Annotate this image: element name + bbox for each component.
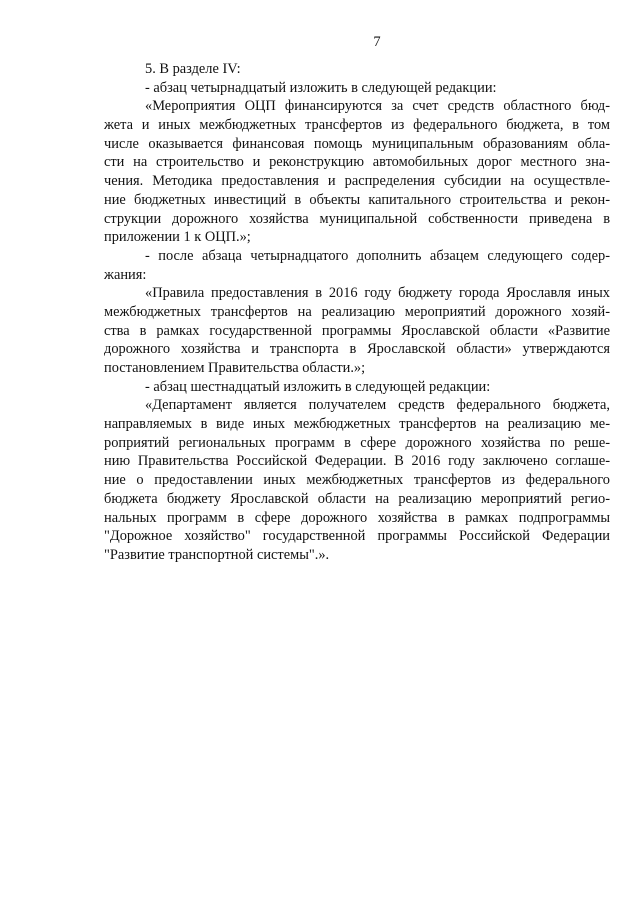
text-line: - после абзаца четырнадцатого дополнить абзацем следующего содер- [145,247,610,264]
text-line: струкции дорожного хозяйства муниципальной собственности приведена в [104,210,610,227]
text-line: 5. В разделе IV: [145,61,241,77]
text-line: ние бюджетных инвестиций в объекты капитального строительства и рекон- [104,191,610,208]
text-line: межбюджетных трансфертов на реализацию мероприятий дорожного хозяй- [104,303,610,320]
text-line: роприятий региональных программ в сфере дорожного хозяйства по реше- [104,434,610,451]
text-line: ства в рамках государственной программы Ярославской области «Развитие [104,322,610,339]
text-line: - абзац шестнадцатый изложить в следующей редакции: [145,378,491,395]
text-line: «Правила предоставления в 2016 году бюджету города Ярославля иных [145,285,610,302]
text-line: «Мероприятия ОЦП финансируются за счет средств областного бюд- [145,98,610,115]
text-line: "Развитие транспортной системы".». [104,546,330,563]
text-line: - абзац четырнадцатый изложить в следующей редакции: [145,79,497,96]
text-line: приложении 1 к ОЦП.»; [104,229,251,246]
text-line: нию Правительства Российской Федерации. В 2016 году заключено соглаше- [104,453,610,470]
text-line: направляемых в виде иных межбюджетных трансфертов на реализацию ме- [104,416,610,433]
page-number: 7 [373,34,381,50]
text-line: жания: [104,266,147,283]
text-line: числе оказывается финансовая помощь муниципальным образованиям обла- [104,135,610,152]
text-line: постановлением Правительства области.»; [104,360,366,376]
text-line: чения. Методика предоставления и распределения субсидии на осуществле- [104,173,610,190]
text-line: жета и иных межбюджетных трансфертов из федерального бюджета, в том [104,117,610,134]
text-line: «Департамент является получателем средств федерального бюджета, [145,397,610,414]
text-line: бюджета бюджету Ярославской области на реализацию мероприятий регио- [104,490,610,507]
document-body [104,60,610,565]
text-line: ние о предоставлении иных межбюджетных трансфертов из федерального [104,472,610,489]
text-line: "Дорожное хозяйство" государственной программы Российской Федерации [104,528,610,545]
text-line: нальных программ в сфере дорожного хозяйства в рамках подпрограммы [104,509,610,526]
text-line: сти на строительство и реконструкцию автомобильных дорог местного зна- [104,154,610,171]
text-line: дорожного хозяйства и транспорта в Ярославской области» утверждаются [104,341,610,358]
